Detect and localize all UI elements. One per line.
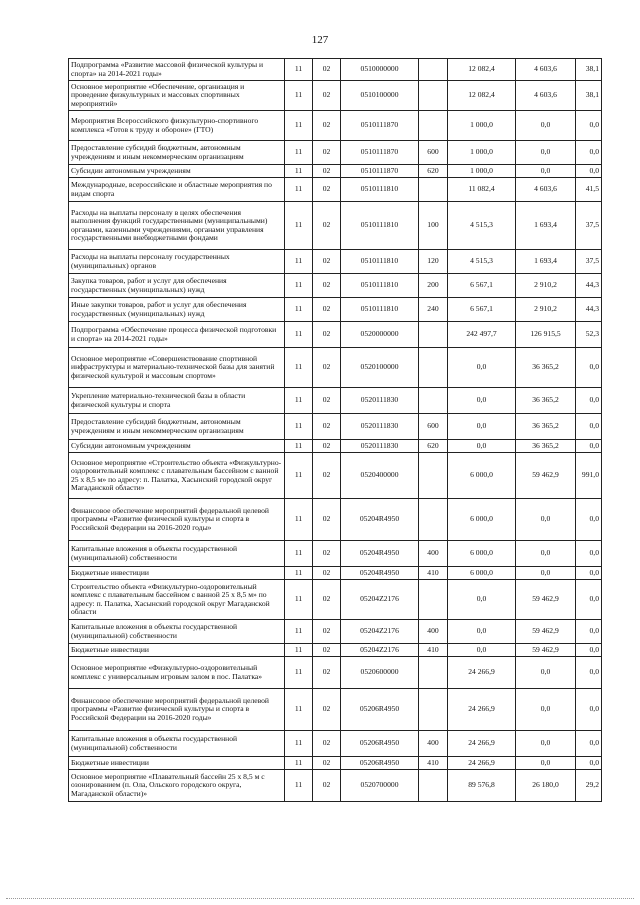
table-row <box>69 388 602 414</box>
table-row <box>69 111 602 141</box>
table-row <box>69 414 602 440</box>
execution-percent-cell: 0,0 <box>576 111 602 141</box>
actual-amount-cell: 0,0 <box>516 141 576 165</box>
table-row <box>69 580 602 620</box>
table-row <box>69 81 602 111</box>
row-name-cell: Строительство объекта «Физкультурно-оздоровительный комплекс с плавательным бассейном с ванной 25 х 8,5 м» по адресу: п. Палатка, Хасынский городской округ Магаданской области <box>69 580 285 620</box>
section-code-cell: 11 <box>285 388 313 414</box>
subsection-code-cell: 02 <box>313 202 341 250</box>
actual-amount-cell: 0,0 <box>516 111 576 141</box>
table-row <box>69 657 602 689</box>
expense-type-cell <box>419 657 448 689</box>
planned-amount-cell: 6 000,0 <box>448 499 516 541</box>
row-name-cell: Бюджетные инвестиции <box>69 644 285 657</box>
subsection-code-cell: 02 <box>313 770 341 802</box>
table-row <box>69 499 602 541</box>
execution-percent-cell: 0,0 <box>576 388 602 414</box>
execution-percent-cell: 38,1 <box>576 59 602 81</box>
expense-type-cell <box>419 111 448 141</box>
actual-amount-cell: 2 910,2 <box>516 298 576 322</box>
target-article-cell: 05204Z2176 <box>341 580 419 620</box>
row-name-cell: Предоставление субсидий бюджетным, автономным учреждениям и иным некоммерческим организациям <box>69 414 285 440</box>
planned-amount-cell: 0,0 <box>448 580 516 620</box>
expense-type-cell <box>419 322 448 348</box>
actual-amount-cell: 0,0 <box>516 657 576 689</box>
planned-amount-cell: 6 000,0 <box>448 567 516 580</box>
expense-type-cell: 620 <box>419 440 448 453</box>
table-row <box>69 689 602 731</box>
row-name-cell: Основное мероприятие «Плавательный бассейн 25 х 8,5 м с озонированием (п. Ола, Ольского городского округа, Магаданской области)» <box>69 770 285 802</box>
budget-table <box>68 58 602 802</box>
target-article-cell: 0510000000 <box>341 59 419 81</box>
subsection-code-cell: 02 <box>313 298 341 322</box>
table-row <box>69 178 602 202</box>
section-code-cell: 11 <box>285 499 313 541</box>
planned-amount-cell: 0,0 <box>448 414 516 440</box>
execution-percent-cell: 37,5 <box>576 250 602 274</box>
planned-amount-cell: 12 082,4 <box>448 81 516 111</box>
actual-amount-cell: 0,0 <box>516 499 576 541</box>
actual-amount-cell: 59 462,9 <box>516 644 576 657</box>
planned-amount-cell: 242 497,7 <box>448 322 516 348</box>
table-row <box>69 141 602 165</box>
target-article-cell: 0510111810 <box>341 298 419 322</box>
expense-type-cell: 600 <box>419 414 448 440</box>
actual-amount-cell: 59 462,9 <box>516 620 576 644</box>
execution-percent-cell: 0,0 <box>576 757 602 770</box>
execution-percent-cell: 0,0 <box>576 580 602 620</box>
table-row <box>69 298 602 322</box>
section-code-cell: 11 <box>285 757 313 770</box>
target-article-cell: 0510111810 <box>341 274 419 298</box>
row-name-cell: Капитальные вложения в объекты государственной (муниципальной) собственности <box>69 541 285 567</box>
expense-type-cell <box>419 59 448 81</box>
actual-amount-cell: 2 910,2 <box>516 274 576 298</box>
section-code-cell: 11 <box>285 141 313 165</box>
subsection-code-cell: 02 <box>313 388 341 414</box>
planned-amount-cell: 24 266,9 <box>448 657 516 689</box>
expense-type-cell: 200 <box>419 274 448 298</box>
section-code-cell: 11 <box>285 348 313 388</box>
execution-percent-cell: 0,0 <box>576 657 602 689</box>
table-row <box>69 541 602 567</box>
expense-type-cell: 240 <box>419 298 448 322</box>
row-name-cell: Закупка товаров, работ и услуг для обеспечения государственных (муниципальных) нужд <box>69 274 285 298</box>
subsection-code-cell: 02 <box>313 250 341 274</box>
execution-percent-cell: 52,3 <box>576 322 602 348</box>
subsection-code-cell: 02 <box>313 757 341 770</box>
subsection-code-cell: 02 <box>313 567 341 580</box>
expense-type-cell <box>419 388 448 414</box>
target-article-cell: 0520400000 <box>341 453 419 499</box>
row-name-cell: Финансовое обеспечение мероприятий федеральной целевой программы «Развитие физической культуры и спорта в Российской Федерации на 2016-2020 годы» <box>69 689 285 731</box>
expense-type-cell <box>419 499 448 541</box>
execution-percent-cell: 0,0 <box>576 499 602 541</box>
actual-amount-cell: 4 603,6 <box>516 178 576 202</box>
target-article-cell: 05204R4950 <box>341 499 419 541</box>
table-row <box>69 731 602 757</box>
execution-percent-cell: 41,5 <box>576 178 602 202</box>
execution-percent-cell: 0,0 <box>576 141 602 165</box>
subsection-code-cell: 02 <box>313 274 341 298</box>
subsection-code-cell: 02 <box>313 440 341 453</box>
section-code-cell: 11 <box>285 111 313 141</box>
actual-amount-cell: 26 180,0 <box>516 770 576 802</box>
row-name-cell: Предоставление субсидий бюджетным, автономным учреждениям и иным некоммерческим организациям <box>69 141 285 165</box>
planned-amount-cell: 6 567,1 <box>448 298 516 322</box>
table-row <box>69 453 602 499</box>
row-name-cell: Основное мероприятие «Совершенствование спортивной инфраструктуры и материально-технической базы для занятий физической культурой и массовым спортом» <box>69 348 285 388</box>
subsection-code-cell: 02 <box>313 541 341 567</box>
execution-percent-cell: 44,3 <box>576 274 602 298</box>
target-article-cell: 0520111830 <box>341 388 419 414</box>
section-code-cell: 11 <box>285 414 313 440</box>
section-code-cell: 11 <box>285 202 313 250</box>
execution-percent-cell: 0,0 <box>576 414 602 440</box>
section-code-cell: 11 <box>285 567 313 580</box>
subsection-code-cell: 02 <box>313 141 341 165</box>
row-name-cell: Международные, всероссийские и областные мероприятия по видам спорта <box>69 178 285 202</box>
target-article-cell: 0520100000 <box>341 348 419 388</box>
target-article-cell: 0510111870 <box>341 165 419 178</box>
target-article-cell: 0520700000 <box>341 770 419 802</box>
row-name-cell: Финансовое обеспечение мероприятий федеральной целевой программы «Развитие физической культуры и спорта в Российской Федерации на 2016-2020 годы» <box>69 499 285 541</box>
row-name-cell: Иные закупки товаров, работ и услуг для обеспечения государственных (муниципальных) нужд <box>69 298 285 322</box>
target-article-cell: 05206R4950 <box>341 689 419 731</box>
subsection-code-cell: 02 <box>313 59 341 81</box>
planned-amount-cell: 0,0 <box>448 440 516 453</box>
subsection-code-cell: 02 <box>313 414 341 440</box>
expense-type-cell <box>419 689 448 731</box>
actual-amount-cell: 0,0 <box>516 731 576 757</box>
planned-amount-cell: 24 266,9 <box>448 731 516 757</box>
row-name-cell: Капитальные вложения в объекты государственной (муниципальной) собственности <box>69 620 285 644</box>
expense-type-cell: 400 <box>419 541 448 567</box>
execution-percent-cell: 0,0 <box>576 567 602 580</box>
planned-amount-cell: 1 000,0 <box>448 111 516 141</box>
expense-type-cell: 410 <box>419 644 448 657</box>
section-code-cell: 11 <box>285 453 313 499</box>
subsection-code-cell: 02 <box>313 322 341 348</box>
target-article-cell: 0520600000 <box>341 657 419 689</box>
row-name-cell: Капитальные вложения в объекты государственной (муниципальной) собственности <box>69 731 285 757</box>
table-row <box>69 59 602 81</box>
subsection-code-cell: 02 <box>313 165 341 178</box>
subsection-code-cell: 02 <box>313 348 341 388</box>
planned-amount-cell: 4 515,3 <box>448 202 516 250</box>
subsection-code-cell: 02 <box>313 81 341 111</box>
table-row <box>69 348 602 388</box>
table-row <box>69 322 602 348</box>
expense-type-cell: 600 <box>419 141 448 165</box>
expense-type-cell: 400 <box>419 620 448 644</box>
planned-amount-cell: 4 515,3 <box>448 250 516 274</box>
subsection-code-cell: 02 <box>313 111 341 141</box>
expense-type-cell: 620 <box>419 165 448 178</box>
planned-amount-cell: 24 266,9 <box>448 689 516 731</box>
row-name-cell: Расходы на выплаты персоналу государственных (муниципальных) органов <box>69 250 285 274</box>
execution-percent-cell: 0,0 <box>576 620 602 644</box>
table-row <box>69 202 602 250</box>
target-article-cell: 05204Z2176 <box>341 644 419 657</box>
row-name-cell: Укрепление материально-технической базы в области физической культуры и спорта <box>69 388 285 414</box>
planned-amount-cell: 0,0 <box>448 644 516 657</box>
section-code-cell: 11 <box>285 165 313 178</box>
actual-amount-cell: 4 603,6 <box>516 59 576 81</box>
planned-amount-cell: 24 266,9 <box>448 757 516 770</box>
expense-type-cell <box>419 178 448 202</box>
subsection-code-cell: 02 <box>313 731 341 757</box>
execution-percent-cell: 0,0 <box>576 689 602 731</box>
section-code-cell: 11 <box>285 657 313 689</box>
target-article-cell: 05204R4950 <box>341 541 419 567</box>
execution-percent-cell: 0,0 <box>576 644 602 657</box>
subsection-code-cell: 02 <box>313 657 341 689</box>
actual-amount-cell: 0,0 <box>516 567 576 580</box>
execution-percent-cell: 0,0 <box>576 165 602 178</box>
execution-percent-cell: 44,3 <box>576 298 602 322</box>
target-article-cell: 0520111830 <box>341 414 419 440</box>
target-article-cell: 0510111810 <box>341 250 419 274</box>
subsection-code-cell: 02 <box>313 644 341 657</box>
section-code-cell: 11 <box>285 59 313 81</box>
actual-amount-cell: 0,0 <box>516 165 576 178</box>
planned-amount-cell: 1 000,0 <box>448 141 516 165</box>
target-article-cell: 0510100000 <box>341 81 419 111</box>
table-row <box>69 440 602 453</box>
subsection-code-cell: 02 <box>313 178 341 202</box>
section-code-cell: 11 <box>285 620 313 644</box>
execution-percent-cell: 38,1 <box>576 81 602 111</box>
actual-amount-cell: 0,0 <box>516 757 576 770</box>
target-article-cell: 0520111830 <box>341 440 419 453</box>
table-row <box>69 165 602 178</box>
expense-type-cell <box>419 348 448 388</box>
planned-amount-cell: 6 000,0 <box>448 453 516 499</box>
planned-amount-cell: 11 082,4 <box>448 178 516 202</box>
expense-type-cell: 410 <box>419 567 448 580</box>
section-code-cell: 11 <box>285 541 313 567</box>
execution-percent-cell: 991,0 <box>576 453 602 499</box>
row-name-cell: Основное мероприятие «Физкультурно-оздоровительный комплекс с универсальным игровым залом в пос. Палатка» <box>69 657 285 689</box>
actual-amount-cell: 0,0 <box>516 541 576 567</box>
planned-amount-cell: 1 000,0 <box>448 165 516 178</box>
target-article-cell: 05206R4950 <box>341 731 419 757</box>
expense-type-cell: 100 <box>419 202 448 250</box>
actual-amount-cell: 1 693,4 <box>516 202 576 250</box>
expense-type-cell <box>419 580 448 620</box>
expense-type-cell: 400 <box>419 731 448 757</box>
subsection-code-cell: 02 <box>313 453 341 499</box>
section-code-cell: 11 <box>285 770 313 802</box>
actual-amount-cell: 4 603,6 <box>516 81 576 111</box>
row-name-cell: Основное мероприятие «Обеспечение, организация и проведение физкультурных и массовых спортивных мероприятий» <box>69 81 285 111</box>
section-code-cell: 11 <box>285 81 313 111</box>
execution-percent-cell: 0,0 <box>576 731 602 757</box>
row-name-cell: Расходы на выплаты персоналу в целях обеспечения выполнения функций государственными (муниципальными) органами, казенными учреждениями, органами управления государственными внебюджетными фондами <box>69 202 285 250</box>
scan-edge-line <box>6 898 634 899</box>
section-code-cell: 11 <box>285 274 313 298</box>
execution-percent-cell: 0,0 <box>576 541 602 567</box>
table-row <box>69 620 602 644</box>
planned-amount-cell: 0,0 <box>448 620 516 644</box>
target-article-cell: 0510111810 <box>341 202 419 250</box>
planned-amount-cell: 89 576,8 <box>448 770 516 802</box>
expense-type-cell: 120 <box>419 250 448 274</box>
target-article-cell: 05206R4950 <box>341 757 419 770</box>
actual-amount-cell: 59 462,9 <box>516 453 576 499</box>
section-code-cell: 11 <box>285 731 313 757</box>
row-name-cell: Подпрограмма «Обеспечение процесса физической подготовки и спорта» на 2014-2021 годы» <box>69 322 285 348</box>
subsection-code-cell: 02 <box>313 580 341 620</box>
planned-amount-cell: 6 567,1 <box>448 274 516 298</box>
actual-amount-cell: 59 462,9 <box>516 580 576 620</box>
subsection-code-cell: 02 <box>313 620 341 644</box>
actual-amount-cell: 1 693,4 <box>516 250 576 274</box>
row-name-cell: Бюджетные инвестиции <box>69 757 285 770</box>
section-code-cell: 11 <box>285 644 313 657</box>
actual-amount-cell: 0,0 <box>516 689 576 731</box>
section-code-cell: 11 <box>285 250 313 274</box>
expense-type-cell: 410 <box>419 757 448 770</box>
actual-amount-cell: 36 365,2 <box>516 414 576 440</box>
planned-amount-cell: 0,0 <box>448 388 516 414</box>
subsection-code-cell: 02 <box>313 689 341 731</box>
table-row <box>69 250 602 274</box>
row-name-cell: Подпрограмма «Развитие массовой физической культуры и спорта» на 2014-2021 годы» <box>69 59 285 81</box>
execution-percent-cell: 37,5 <box>576 202 602 250</box>
section-code-cell: 11 <box>285 298 313 322</box>
planned-amount-cell: 6 000,0 <box>448 541 516 567</box>
actual-amount-cell: 36 365,2 <box>516 388 576 414</box>
target-article-cell: 05204Z2176 <box>341 620 419 644</box>
planned-amount-cell: 0,0 <box>448 348 516 388</box>
page-number: 127 <box>311 34 329 46</box>
target-article-cell: 05204R4950 <box>341 567 419 580</box>
section-code-cell: 11 <box>285 322 313 348</box>
section-code-cell: 11 <box>285 689 313 731</box>
target-article-cell: 0510111870 <box>341 141 419 165</box>
subsection-code-cell: 02 <box>313 499 341 541</box>
section-code-cell: 11 <box>285 178 313 202</box>
section-code-cell: 11 <box>285 580 313 620</box>
target-article-cell: 0520000000 <box>341 322 419 348</box>
actual-amount-cell: 126 915,5 <box>516 322 576 348</box>
target-article-cell: 0510111870 <box>341 111 419 141</box>
actual-amount-cell: 36 365,2 <box>516 348 576 388</box>
row-name-cell: Мероприятия Всероссийского физкультурно-спортивного комплекса «Готов к труду и обороне» (ГТО) <box>69 111 285 141</box>
target-article-cell: 0510111810 <box>341 178 419 202</box>
expense-type-cell <box>419 453 448 499</box>
actual-amount-cell: 36 365,2 <box>516 440 576 453</box>
table-row <box>69 644 602 657</box>
row-name-cell: Бюджетные инвестиции <box>69 567 285 580</box>
row-name-cell: Основное мероприятие «Строительство объекта «Физкультурно-оздоровительный комплекс с плавательным бассейном с ванной 25 х 8,5 м» по адресу: п. Палатка, Хасынский городской округ Магаданской области» <box>69 453 285 499</box>
table-row <box>69 274 602 298</box>
table-row <box>69 770 602 802</box>
planned-amount-cell: 12 082,4 <box>448 59 516 81</box>
execution-percent-cell: 0,0 <box>576 440 602 453</box>
table-row <box>69 757 602 770</box>
expense-type-cell <box>419 770 448 802</box>
row-name-cell: Субсидии автономным учреждениям <box>69 440 285 453</box>
expense-type-cell <box>419 81 448 111</box>
execution-percent-cell: 29,2 <box>576 770 602 802</box>
table-row <box>69 567 602 580</box>
section-code-cell: 11 <box>285 440 313 453</box>
execution-percent-cell: 0,0 <box>576 348 602 388</box>
row-name-cell: Субсидии автономным учреждениям <box>69 165 285 178</box>
